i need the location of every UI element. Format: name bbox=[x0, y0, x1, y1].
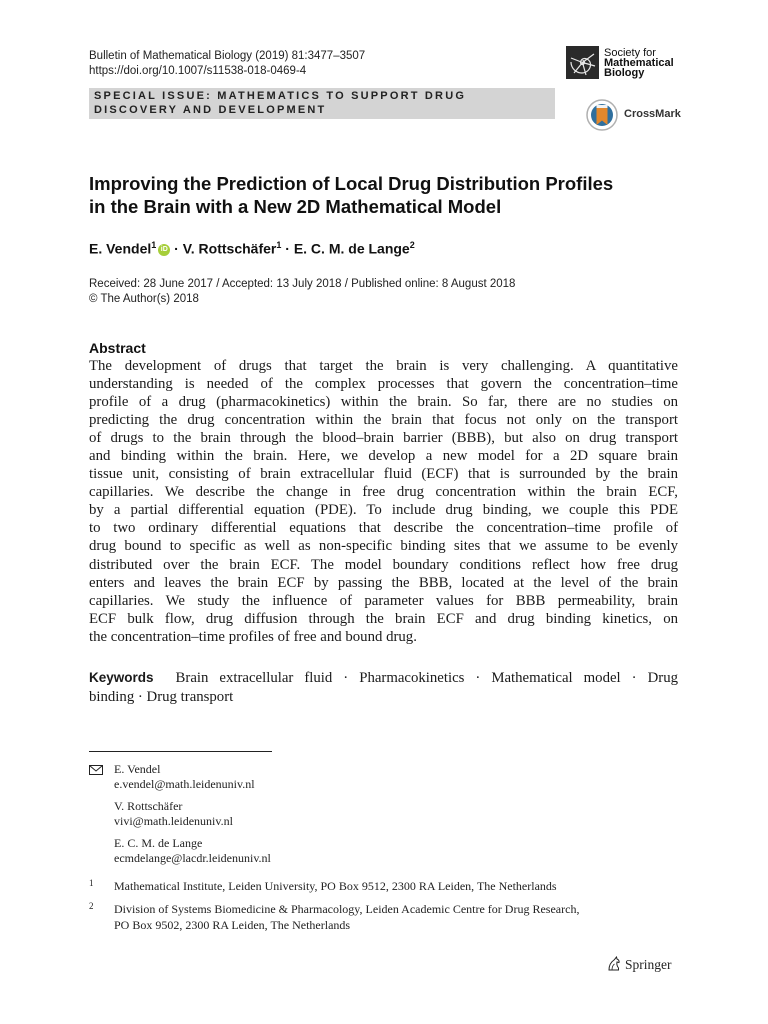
abstract-line: profile of a drug (pharmacokinetics) within the brain. So far, there are no studies on bbox=[89, 394, 678, 411]
crossmark-badge[interactable] bbox=[586, 99, 686, 131]
special-issue-banner bbox=[89, 88, 555, 119]
affiliation-number: 1 bbox=[89, 878, 94, 888]
society-name-line-3: Biology bbox=[604, 67, 645, 79]
contact-name: E. C. M. de Lange bbox=[114, 836, 203, 850]
society-name-line-1: Society for bbox=[604, 47, 656, 59]
author-affiliation-sup: 1 bbox=[151, 240, 157, 250]
society-logo bbox=[566, 46, 686, 82]
article-title bbox=[89, 172, 689, 218]
abstract-line: understanding is needed of the complex processes that govern the concentration–time bbox=[89, 376, 678, 393]
contact-name: E. Vendel bbox=[114, 762, 161, 776]
author-name[interactable]: E. Vendel bbox=[89, 240, 152, 257]
journal-citation: Bulletin of Mathematical Biology (2019) 81:3477–3507 bbox=[89, 50, 366, 62]
abstract-line: ECF bulk flow, drug diffusion through the brain ECF and drug binding kinetics, on bbox=[89, 610, 678, 627]
crossmark-bookmark-icon bbox=[586, 99, 618, 131]
abstract-line: the concentration–time profiles of free and bound drug. bbox=[89, 628, 417, 645]
abstract-line: distributed over the brain ECF. The model boundary conditions reflect how free drug bbox=[89, 556, 678, 573]
publisher-logo bbox=[606, 955, 696, 975]
doi-link[interactable]: https://doi.org/10.1007/s11538-018-0469-4 bbox=[89, 65, 307, 77]
envelope-icon bbox=[89, 765, 103, 775]
copyright-notice: © The Author(s) 2018 bbox=[89, 293, 199, 305]
abstract-line: drug bound to specific as well as non-specific binding sites that we assume to be evenly bbox=[89, 538, 678, 555]
keywords-line-2: binding · Drug transport bbox=[89, 688, 234, 705]
abstract-line: tissue unit, consisting of brain extracellular fluid (ECF) that is surrounded by the brain bbox=[89, 466, 678, 483]
title-line-2: in the Brain with a New 2D Mathematical Model bbox=[89, 196, 502, 217]
orcid-icon[interactable]: iD bbox=[158, 244, 170, 256]
banner-line-1: SPECIAL ISSUE: MATHEMATICS TO SUPPORT DRUG bbox=[94, 90, 467, 102]
author-list bbox=[89, 240, 415, 257]
banner-line-2: DISCOVERY AND DEVELOPMENT bbox=[94, 104, 327, 116]
author-name[interactable]: E. C. M. de Lange bbox=[293, 240, 410, 257]
abstract-line: to two ordinary differential equations that describe the concentration–time profile of bbox=[89, 520, 678, 537]
publisher-name: Springer bbox=[625, 957, 672, 972]
affiliation-text: Division of Systems Biomedicine & Pharmacology, Leiden Academic Centre for Drug Research, bbox=[114, 902, 580, 916]
author-name[interactable]: V. Rottschäfer bbox=[182, 240, 277, 257]
author-separator: · bbox=[170, 240, 183, 257]
keywords-label: Keywords bbox=[89, 670, 154, 685]
contact-email[interactable]: e.vendel@math.leidenuniv.nl bbox=[114, 777, 255, 791]
abstract-line: and binding within the brain. Here, we develop a new model for a 2D square brain bbox=[89, 448, 678, 465]
publication-dates: Received: 28 June 2017 / Accepted: 13 July 2018 / Published online: 8 August 2018 bbox=[89, 278, 516, 290]
abstract-heading: Abstract bbox=[89, 340, 146, 356]
abstract-line: The development of drugs that target the brain is very challenging. A quantitative bbox=[89, 358, 678, 374]
author-separator: · bbox=[281, 240, 294, 257]
contact-name: V. Rottschäfer bbox=[114, 799, 183, 813]
keywords-section bbox=[89, 669, 678, 706]
keywords-line-1 bbox=[89, 669, 678, 688]
abstract-line: capillaries. We study the influence of parameter values for BBB permeability, brain bbox=[89, 592, 678, 609]
title-line-1: Improving the Prediction of Local Drug Distribution Profiles bbox=[89, 173, 614, 194]
affiliation-number: 2 bbox=[89, 901, 94, 911]
abstract-line: enters and leaves the brain ECF by passing the BBB, located at the level of the brain bbox=[89, 574, 678, 591]
contact-email[interactable]: ecmdelange@lacdr.leidenuniv.nl bbox=[114, 851, 271, 865]
crossmark-label: CrossMark bbox=[624, 108, 681, 120]
contact-email[interactable]: vivi@math.leidenuniv.nl bbox=[114, 814, 233, 828]
springer-horse-icon bbox=[606, 956, 622, 972]
society-name-line-2: Mathematical bbox=[604, 57, 674, 69]
affiliation-text: PO Box 9502, 2300 RA Leiden, The Netherlands bbox=[114, 918, 351, 932]
abstract-line: capillaries. We describe the change in free drug concentration within the brain ECF, bbox=[89, 484, 678, 501]
affiliation-text: Mathematical Institute, Leiden University, PO Box 9512, 2300 RA Leiden, The Netherlands bbox=[114, 879, 557, 893]
abstract-body bbox=[89, 357, 678, 646]
nautilus-shell-logo-icon bbox=[566, 46, 599, 79]
abstract-line: by a partial differential equation (PDE). To include drug binding, we couple this PDE bbox=[89, 502, 678, 519]
footnote-divider bbox=[89, 751, 272, 752]
abstract-line: predicting the drug concentration within the brain that focus not only on the transport bbox=[89, 412, 678, 429]
keywords-text-1: Brain extracellular fluid · Pharmacokinetics · Mathematical model · Drug bbox=[175, 670, 678, 686]
abstract-line: of drugs to the brain through the blood–brain barrier (BBB), but also on drug transport bbox=[89, 430, 678, 447]
author-affiliation-sup: 2 bbox=[409, 240, 415, 250]
author-affiliation-sup: 1 bbox=[276, 240, 282, 250]
